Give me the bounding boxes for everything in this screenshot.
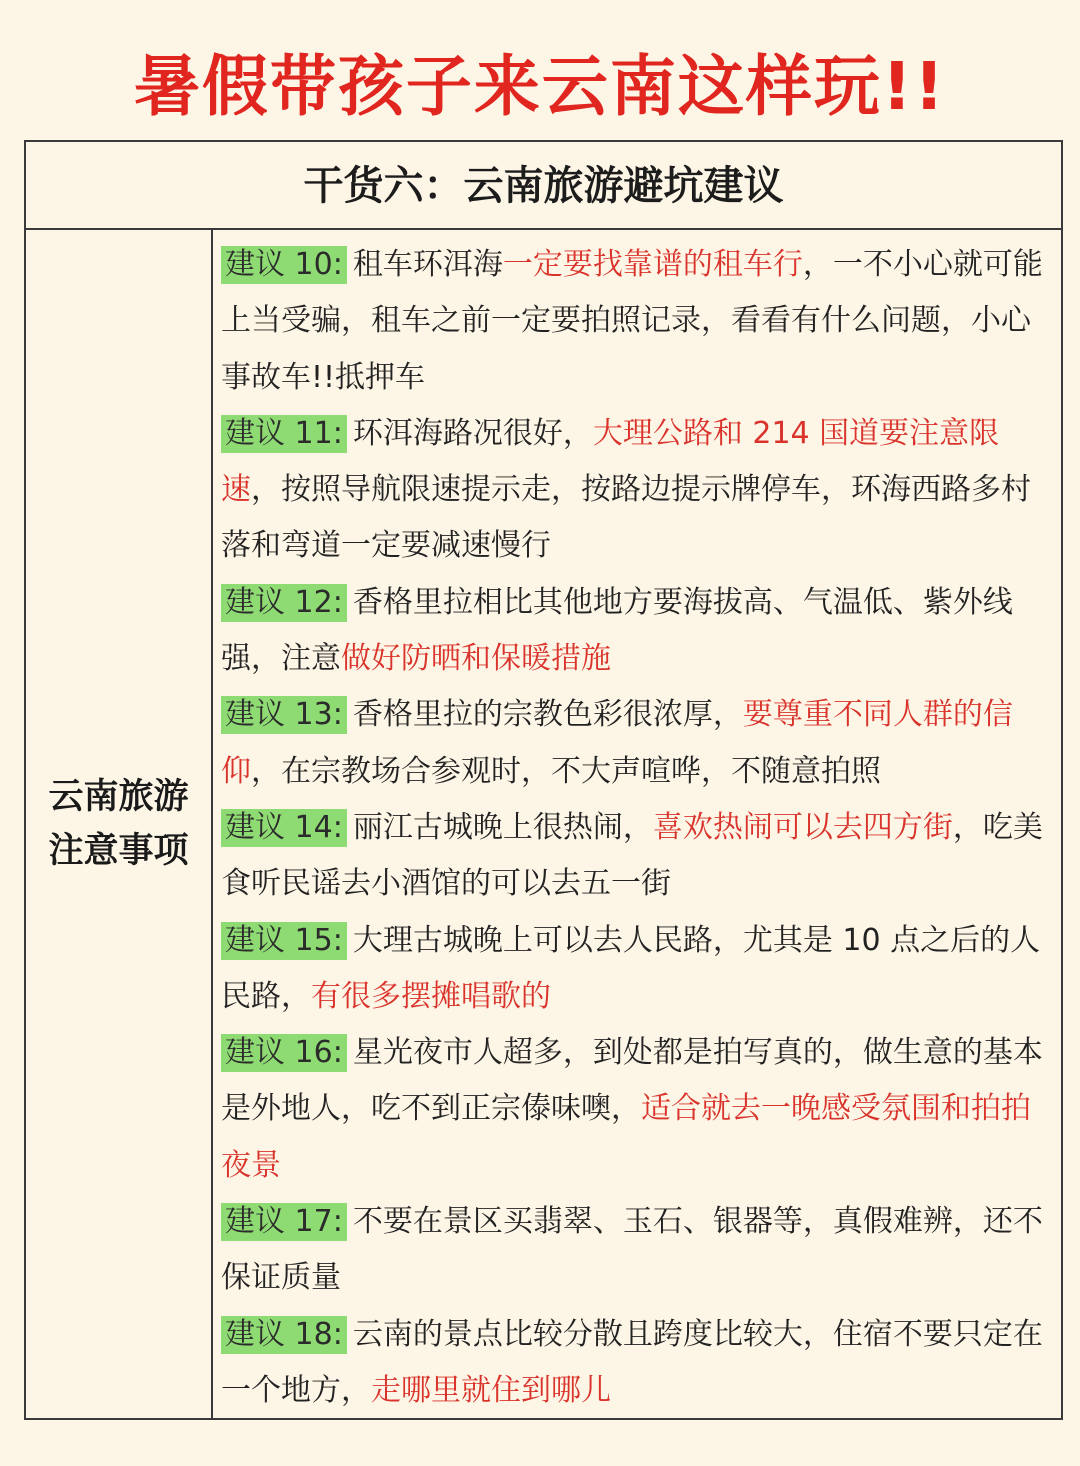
tip-highlight-text: 大理公路和 214 国道要注意限速 [221, 415, 1000, 508]
tip-number-badge: 建议 17: [221, 1203, 347, 1241]
tip-text: 香格里拉的宗教色彩很浓厚， [352, 697, 743, 733]
tip-highlight-text: 要尊重不同人群的信仰 [221, 697, 1013, 789]
tip-item [221, 575, 1055, 688]
page-title: 暑假带孩子来云南这样玩!! [133, 48, 947, 125]
left-column [26, 230, 213, 1418]
tip-number-badge: 建议 16: [221, 1034, 347, 1072]
tips-table [24, 140, 1063, 1420]
tip-highlight-text: 一定要找靠谱的租车行 [502, 247, 803, 282]
category-label-line-1: 云南旅游 [48, 777, 189, 817]
tip-text: ，吃美食听民谣去小酒馆的可以去五一街 [221, 809, 1043, 902]
category-label-line-2: 注意事项 [48, 831, 189, 871]
tip-highlight-text: 适合就去一晚感受氛围和拍拍夜景 [221, 1091, 1031, 1183]
tip-text: 不要在景区买翡翠、玉石、银器等，真假难辨，还不保证质量 [221, 1204, 1043, 1296]
tip-text: ，一不小心就可能上当受骗，租车之前一定要拍照记录，看看有什么问题，小心事故车!!抵押车 [221, 247, 1043, 395]
tip-number-badge: 建议 11: [221, 415, 347, 453]
tip-item [221, 687, 1055, 800]
tip-text: 香格里拉相比其他地方要海拔高、气温低、紫外线强，注意 [221, 584, 1013, 677]
tip-text: 云南的景点比较分散且跨度比较大，住宿不要只定在一个地方， [221, 1316, 1043, 1408]
tip-highlight-text: 有很多摆摊唱歌的 [311, 978, 551, 1014]
tip-item [221, 237, 1055, 406]
tip-text: ，在宗教场合参观时，不大声喧哗，不随意拍照 [251, 753, 881, 789]
tip-item [221, 800, 1055, 913]
category-label [26, 230, 211, 1418]
tip-highlight-text: 走哪里就住到哪儿 [371, 1372, 611, 1408]
tip-number-badge: 建议 10: [221, 246, 347, 284]
tip-item [221, 1307, 1055, 1420]
tip-text: 租车环洱海 [352, 247, 503, 282]
table-subtitle: 干货六：云南旅游避坑建议 [26, 142, 1061, 230]
tips-list [213, 230, 1061, 1418]
tip-item [221, 406, 1055, 575]
tip-text: 大理古城晚上可以去人民路，尤其是 10 点之后的人民路， [221, 922, 1041, 1014]
tip-highlight-text: 做好防晒和保暖措施 [341, 641, 611, 677]
tip-number-badge: 建议 12: [221, 584, 347, 622]
tip-item [221, 913, 1055, 1026]
tip-item [221, 1194, 1055, 1307]
tip-number-badge: 建议 13: [221, 696, 347, 734]
tip-text: 环洱海路况很好， [352, 415, 593, 451]
tip-number-badge: 建议 14: [221, 809, 347, 847]
tip-text: 丽江古城晚上很热闹， [352, 809, 653, 845]
tip-number-badge: 建议 18: [221, 1316, 347, 1354]
tip-highlight-text: 喜欢热闹可以去四方街 [652, 809, 953, 845]
tip-text: ，按照导航限速提示走，按路边提示牌停车，环海西路多村落和弯道一定要减速慢行 [221, 472, 1031, 564]
tip-number-badge: 建议 15: [221, 922, 347, 960]
tip-text: 星光夜市人超多，到处都是拍写真的，做生意的基本是外地人，吃不到正宗傣味噢， [221, 1035, 1043, 1127]
tip-item [221, 1025, 1055, 1194]
